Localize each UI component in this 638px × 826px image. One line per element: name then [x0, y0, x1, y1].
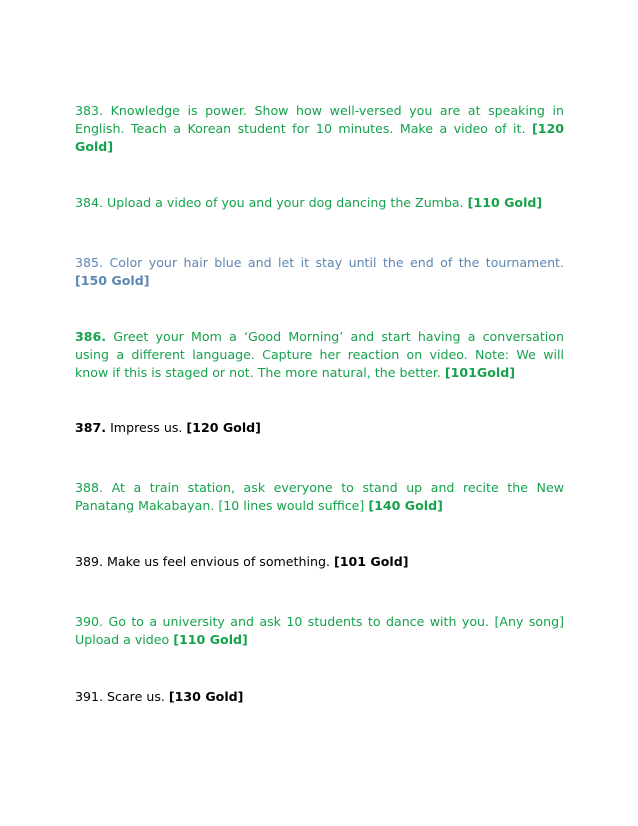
list-item [75, 688, 564, 706]
item-text: 383. Knowledge is power. Show how well-versed you are at speaking in English. Teach a Korean student for 10 minutes. Make a video of it. [75, 103, 564, 136]
item-text: 385. Color your hair blue and let it stay until the end of the tournament. [75, 255, 564, 270]
item-text: Greet your Mom a ‘Good Morning’ and start having a conversation using a different language. Capture her reaction on video. Note: We will know if this is staged or not. The more natural, the better. [75, 329, 564, 380]
item-text: Impress us. [110, 420, 183, 435]
item-reward: [120 Gold] [75, 121, 564, 154]
list-item [75, 254, 564, 290]
list-item [75, 194, 564, 212]
list-item [75, 419, 564, 437]
item-number: 387. [75, 420, 107, 435]
item-text: 384. Upload a video of you and your dog dancing the Zumba. [75, 195, 464, 210]
list-item [75, 102, 564, 156]
item-reward: [120 Gold] [186, 420, 261, 435]
list-item [75, 613, 564, 649]
item-number: 386. [75, 329, 107, 344]
item-text: 389. Make us feel envious of something. [75, 554, 330, 569]
item-text: 390. Go to a university and ask 10 students to dance with you. [Any song] Upload a video [75, 614, 564, 647]
item-reward: [140 Gold] [368, 498, 443, 513]
item-text: 391. Scare us. [75, 689, 165, 704]
item-reward: [110 Gold] [173, 632, 248, 647]
item-reward: [101Gold] [444, 365, 516, 380]
item-text: 388. At a train station, ask everyone to stand up and recite the New Panatang Makabayan. [10 lines would suffice] [75, 480, 564, 513]
list-item [75, 553, 564, 571]
item-reward: [101 Gold] [333, 554, 409, 569]
item-reward: [110 Gold] [467, 195, 543, 210]
item-reward: [150 Gold] [75, 273, 150, 288]
item-reward: [130 Gold] [168, 689, 244, 704]
list-item [75, 328, 564, 382]
list-item [75, 479, 564, 515]
